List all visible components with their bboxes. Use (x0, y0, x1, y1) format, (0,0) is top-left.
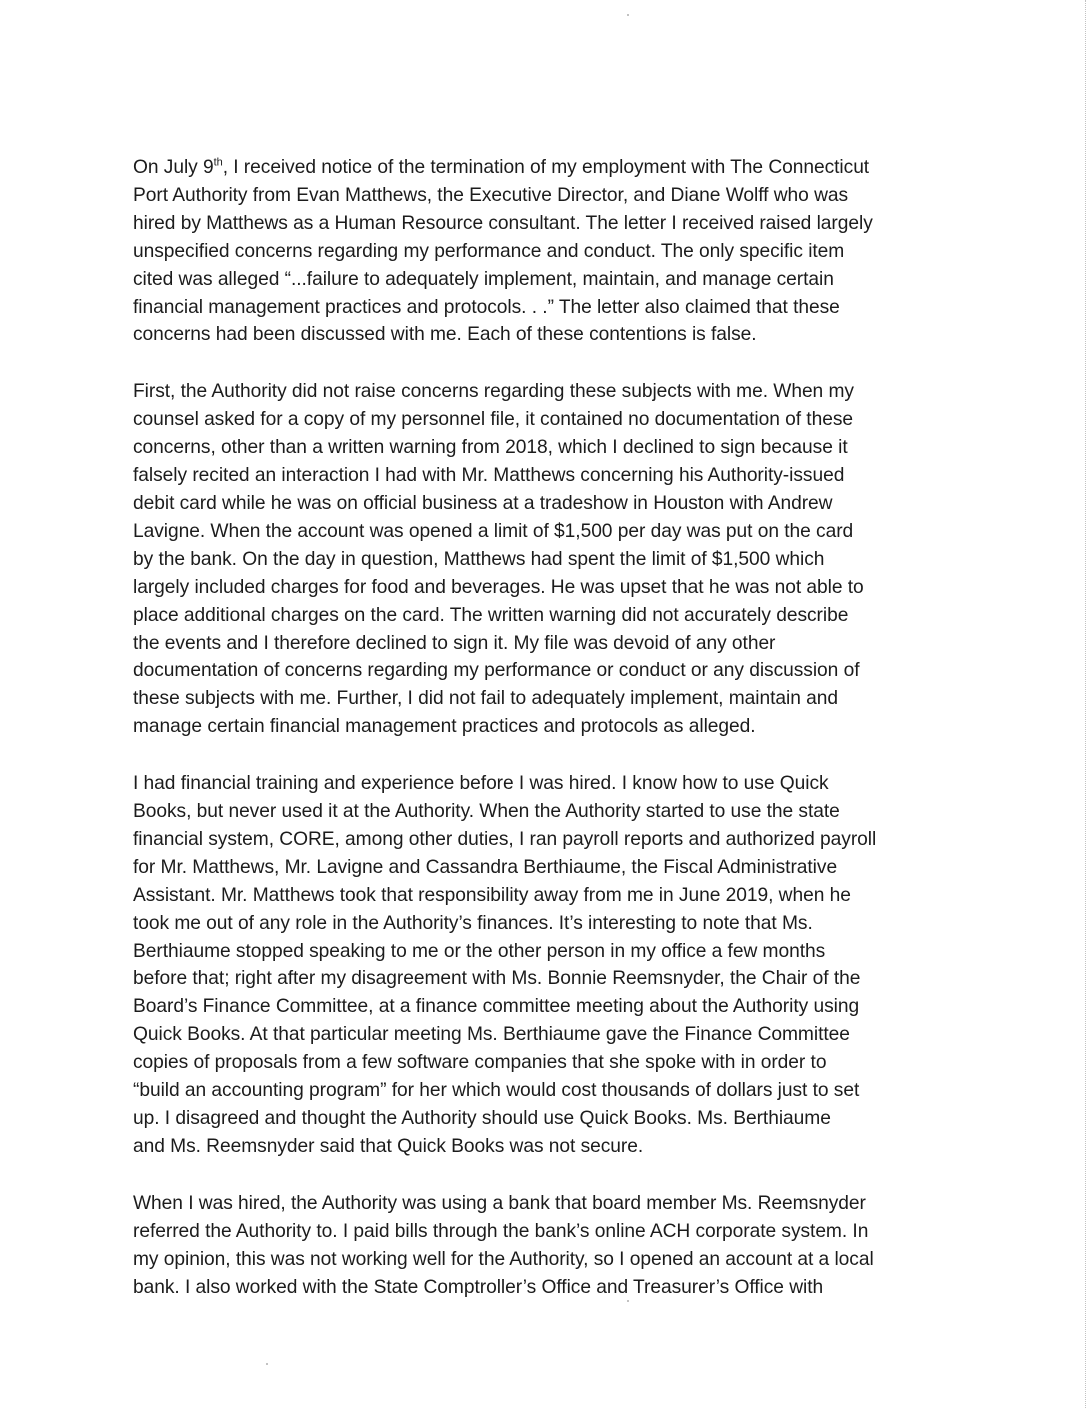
text-line: Port Authority from Evan Matthews, the Executive Director, and Diane Wolff who was (133, 184, 849, 206)
paragraph-financial-experience (133, 770, 983, 1161)
text-line: documentation of concerns regarding my performance or conduct or any discussion of (133, 660, 860, 682)
text-line: Quick Books. At that particular meeting Ms. Berthiaume gave the Finance Committee (133, 1024, 850, 1046)
text-line: these subjects with me. Further, I did not fail to adequately implement, maintain and (133, 688, 839, 710)
text-line: referred the Authority to. I paid bills through the bank’s online ACH corporate system. In (133, 1220, 869, 1242)
text-line: First, the Authority did not raise concerns regarding these subjects with me. When my (133, 381, 854, 403)
paragraph-bank-account (133, 1190, 983, 1302)
text-line (133, 154, 983, 182)
text-line: before that; right after my disagreement with Ms. Bonnie Reemsnyder, the Chair of the (133, 968, 861, 990)
text-line: counsel asked for a copy of my personnel file, it contained no documentation of these (133, 409, 853, 431)
ordinal-suffix: th (213, 156, 223, 169)
text-fragment: , I received notice of the termination of my employment with The Connecticut (222, 157, 870, 178)
paragraph-termination-notice (133, 154, 983, 349)
text-line: When I was hired, the Authority was using a bank that board member Ms. Reemsnyder (133, 1192, 866, 1214)
text-line: unspecified concerns regarding my performance and conduct. The only specific item (133, 240, 845, 262)
text-line: bank. I also worked with the State Comptroller’s Office and Treasurer’s Office with (133, 1276, 824, 1298)
text-line: Board’s Finance Committee, at a finance committee meeting about the Authority using (133, 996, 860, 1018)
paragraph-concerns-not-raised (133, 378, 983, 741)
text-line: concerns had been discussed with me. Each of these contentions is false. (133, 324, 757, 346)
text-line: and Ms. Reemsnyder said that Quick Books was not secure. (133, 1135, 644, 1157)
scan-edge-mark (1079, 0, 1086, 1408)
text-line: Books, but never used it at the Authority. When the Authority started to use the state (133, 801, 840, 823)
text-line: by the bank. On the day in question, Matthews had spent the limit of $1,500 which (133, 548, 825, 570)
text-line: my opinion, this was not working well for the Authority, so I opened an account at a local (133, 1248, 874, 1270)
scan-speck (627, 14, 629, 16)
text-line: for Mr. Matthews, Mr. Lavigne and Cassandra Berthiaume, the Fiscal Administrative (133, 856, 838, 878)
text-line: financial system, CORE, among other duties, I ran payroll reports and authorized payroll (133, 828, 877, 850)
text-line: Assistant. Mr. Matthews took that responsibility away from me in June 2019, when he (133, 884, 851, 906)
text-line: cited was alleged “...failure to adequately implement, maintain, and manage certain (133, 268, 834, 290)
text-line: Lavigne. When the account was opened a limit of $1,500 per day was put on the card (133, 520, 854, 542)
text-line: took me out of any role in the Authority’s finances. It’s interesting to note that Ms. (133, 912, 813, 934)
text-line: largely included charges for food and beverages. He was upset that he was not able to (133, 576, 864, 598)
text-line: “build an accounting program” for her which would cost thousands of dollars just to set (133, 1080, 860, 1102)
text-line: copies of proposals from a few software companies that she spoke with in order to (133, 1052, 827, 1074)
text-line: falsely recited an interaction I had with Mr. Matthews concerning his Authority-issued (133, 465, 845, 487)
text-line: up. I disagreed and thought the Authority should use Quick Books. Ms. Berthiaume (133, 1108, 831, 1129)
text-line: I had financial training and experience before I was hired. I know how to use Quick (133, 773, 829, 795)
text-line: hired by Matthews as a Human Resource consultant. The letter I received raised largely (133, 212, 873, 234)
scan-speck (266, 1363, 268, 1365)
text-line: debit card while he was on official business at a tradeshow in Houston with Andrew (133, 492, 833, 514)
text-line: manage certain financial management practices and protocols as alleged. (133, 716, 756, 738)
text-fragment: On July 9 (133, 157, 214, 178)
text-line: place additional charges on the card. The written warning did not accurately describe (133, 604, 849, 626)
text-line: Berthiaume stopped speaking to me or the other person in my office a few months (133, 940, 826, 962)
letter-body (133, 154, 983, 1330)
text-line: the events and I therefore declined to sign it. My file was devoid of any other (133, 632, 776, 654)
text-line: financial management practices and protocols. . .” The letter also claimed that these (133, 296, 840, 318)
text-line: concerns, other than a written warning from 2018, which I declined to sign because it (133, 437, 848, 459)
